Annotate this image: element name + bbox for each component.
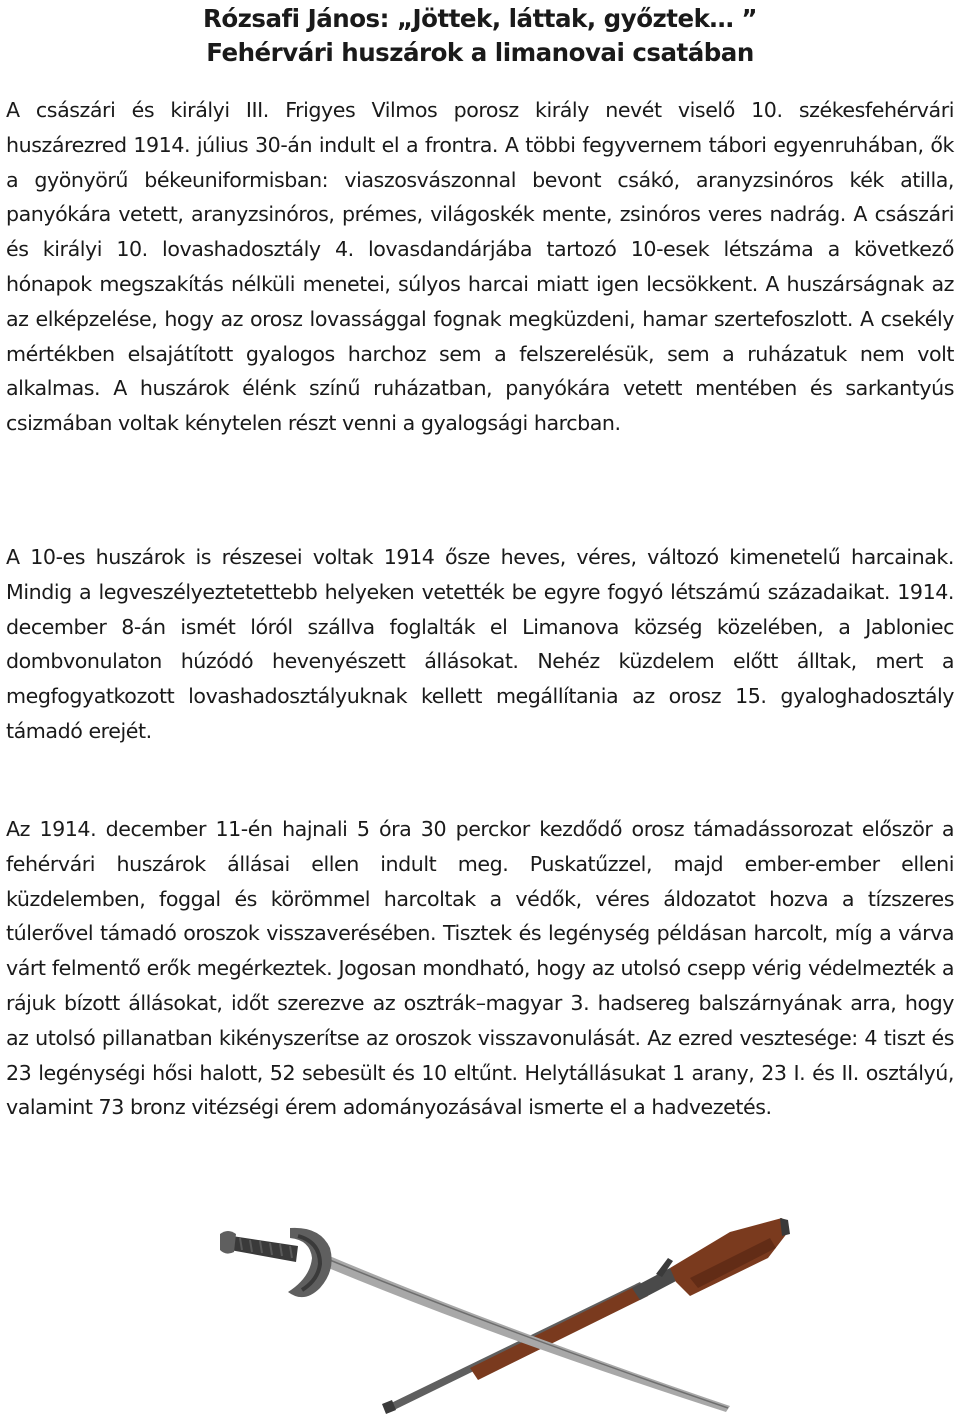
article-title — [0, 2, 960, 70]
title-line-2: Fehérvári huszárok a limanovai csatában — [206, 38, 754, 67]
body-paragraph: A 10-es huszárok is részesei voltak 1914 ősze heves, véres, változó kimenetelű harcainak. Mindig a legveszélyeztetettebb helyeken vetették be egyre fogyó létszámú századaikat. 1914. december 8-án ismét lóról szállva foglalták el Limanova község közelében, a Jabloniec dombvonulaton húzódó hevenyészett állásokat. Nehéz küzdelem előtt álltak, mert a megfogyatkozott lovashadosztályuknak kellett megállítania az orosz 15. gyaloghadosztály támadó erejét. — [6, 545, 954, 743]
title-line-1: Rózsafi János: „Jöttek, láttak, győztek… ” — [202, 4, 758, 33]
body-paragraph-3-container — [6, 812, 954, 1125]
body-paragraph-1-container — [6, 93, 954, 441]
body-paragraph: A császári és királyi III. Frigyes Vilmos porosz király nevét viselő 10. székesfehérvári huszárezred 1914. július 30-án indult el a frontra. A többi fegyvernem tábori egyenruhában, ők a gyönyörű békeuniformisban: viaszosvászonnal bevont csákó, aranyzsinóros kék atilla, panyókára vetett, aranyzsinóros, prémes, világoskék mente, zsinóros veres nadrág. A császári és királyi 10. lovashadosztály 4. lovasdandárjába tartozó 10-esek létszáma a következő hónapok megszakítás nélküli menetei, súlyos harcai miatt igen lecsökkent. A huszárságnak az az elképzelése, hogy az orosz lovassággal fognak megküzdeni, hamar szertefoszlott. A csekély mértékben elsajátított gyalogos harchoz sem a felszerelésük, sem a ruházatuk nem volt alkalmas. A huszárok élénk színű ruházatban, panyókára vetett mentében és sarkantyús csizmában voltak kénytelen részt venni a gyalogsági harcban. — [6, 98, 954, 436]
sabre-and-rifle-illustration — [170, 1218, 790, 1414]
sabre-icon — [220, 1228, 730, 1412]
rifle-icon — [382, 1218, 790, 1414]
body-paragraph: Az 1914. december 11-én hajnali 5 óra 30 perckor kezdődő orosz támadássorozat először a fehérvári huszárok állásai ellen indult meg. Puskatűzzel, majd ember-ember elleni küzdelemben, foggal és körömmel harcoltak a védők, véres áldozatot hozva a tízszeres túlerővel támadó oroszok visszaverésében. Tisztek és legénység példásan harcolt, míg a várva várt felmentő erők megérkeztek. Jogosan mondható, hogy az utolsó csepp vérig védelmezték a rájuk bízott állásokat, időt szerezve az osztrák–magyar 3. hadsereg balszárnyának arra, hogy az utolsó pillanatban kikényszerítse az oroszok visszavonulását. Az ezred vesztesége: 4 tiszt és 23 legénységi hősi halott, 52 sebesült és 10 eltűnt. Helytállásukat 1 arany, 23 I. és II. osztályú, valamint 73 bronz vitézségi érem adományozásával ismerte el a hadvezetés. — [6, 817, 954, 1120]
body-paragraph-2-container — [6, 540, 954, 749]
